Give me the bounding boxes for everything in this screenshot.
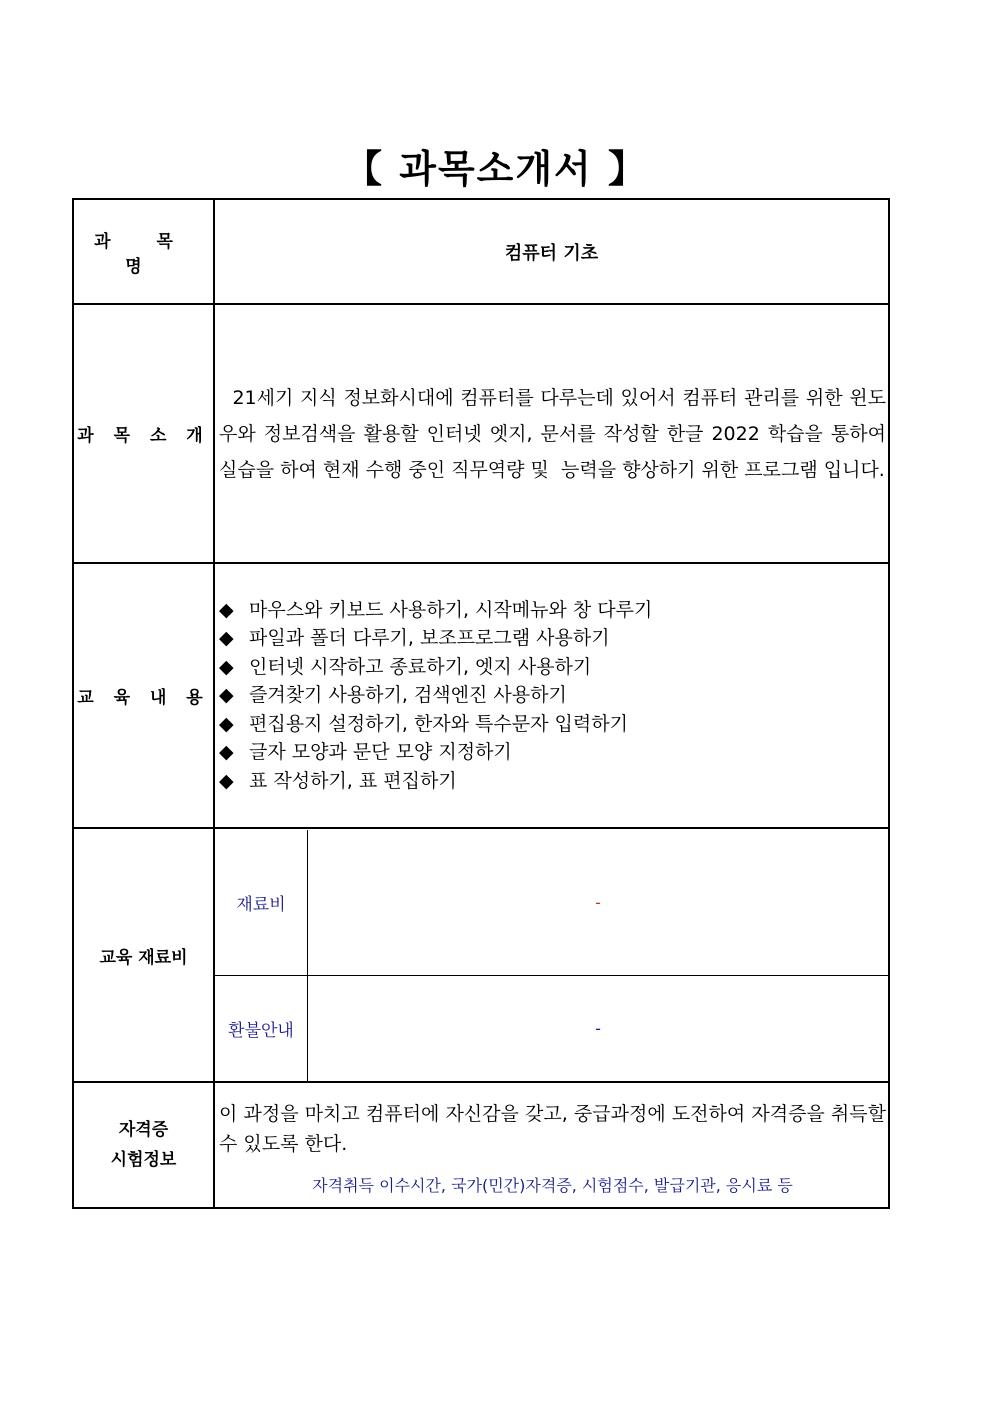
- list-item: ◆ 글자 모양과 문단 모양 지정하기: [219, 738, 888, 766]
- certificate-label-line1: 자격증: [118, 1120, 169, 1140]
- row-course-intro: [73, 304, 889, 563]
- list-item: ◆ 편집용지 설정하기, 한자와 특수문자 입력하기: [219, 710, 888, 738]
- certificate-text: 이 과정을 마치고 컴퓨터에 자신감을 갖고, 중급과정에 도전하여 자격증을 취득할 수 있도록 한다.: [219, 1102, 886, 1155]
- certificate-cell: [214, 1082, 889, 1208]
- list-item: ◆ 마우스와 키보드 사용하기, 시작메뉴와 창 다루기: [219, 596, 888, 624]
- row-course-name: [73, 199, 889, 304]
- certificate-note: 자격취득 이수시간, 국가(민간)자격증, 시험점수, 발급기관, 응시료 등: [312, 1175, 793, 1195]
- course-intro-text: 21세기 지식 정보화시대에 컴퓨터를 다루는데 있어서 컴퓨터 관리를 위한 윈도우와 정보검색을 활용할 인터넷 엣지, 문서를 작성할 한글 2022 학습을 통하여 실습을 하여 현재 수행 중인 직무역량 및 능력을 향상하기 위한 프로그램 입니다.: [214, 304, 889, 563]
- course-intro-form: [72, 198, 893, 1209]
- fee-label: 재료비: [215, 830, 308, 976]
- course-content-cell: [214, 563, 889, 828]
- list-item: ◆ 즐겨찾기 사용하기, 검색엔진 사용하기: [219, 681, 888, 709]
- refund-row: [215, 975, 888, 1081]
- material-fee-cell: [214, 828, 889, 1082]
- row-course-content: [73, 563, 889, 828]
- list-item: ◆ 인터넷 시작하고 종료하기, 엣지 사용하기: [219, 653, 888, 681]
- course-content-label: 교 육 내 용: [73, 563, 214, 828]
- list-item: ◆ 표 작성하기, 표 편집하기: [219, 767, 888, 795]
- course-intro-label: 과 목 소 개: [73, 304, 214, 563]
- list-item: ◆ 파일과 폴더 다루기, 보조프로그램 사용하기: [219, 624, 888, 652]
- certificate-label: [73, 1082, 214, 1208]
- fee-value: -: [308, 830, 889, 976]
- course-name-label: 과 목 명: [73, 199, 214, 304]
- row-certificate: [73, 1082, 889, 1208]
- refund-label: 환불안내: [228, 1020, 294, 1041]
- certificate-label-line2: 시험정보: [110, 1150, 177, 1170]
- course-content-list: [215, 596, 888, 795]
- course-name-value: 컴퓨터 기초: [214, 199, 889, 304]
- document-title: 【 과목소개서 】: [344, 147, 648, 191]
- material-fee-subtable: [215, 830, 888, 1081]
- row-material-fee: [73, 828, 889, 1082]
- refund-value: -: [308, 975, 889, 1081]
- material-fee-label: 교육 재료비: [73, 828, 214, 1082]
- fee-row: [215, 830, 888, 976]
